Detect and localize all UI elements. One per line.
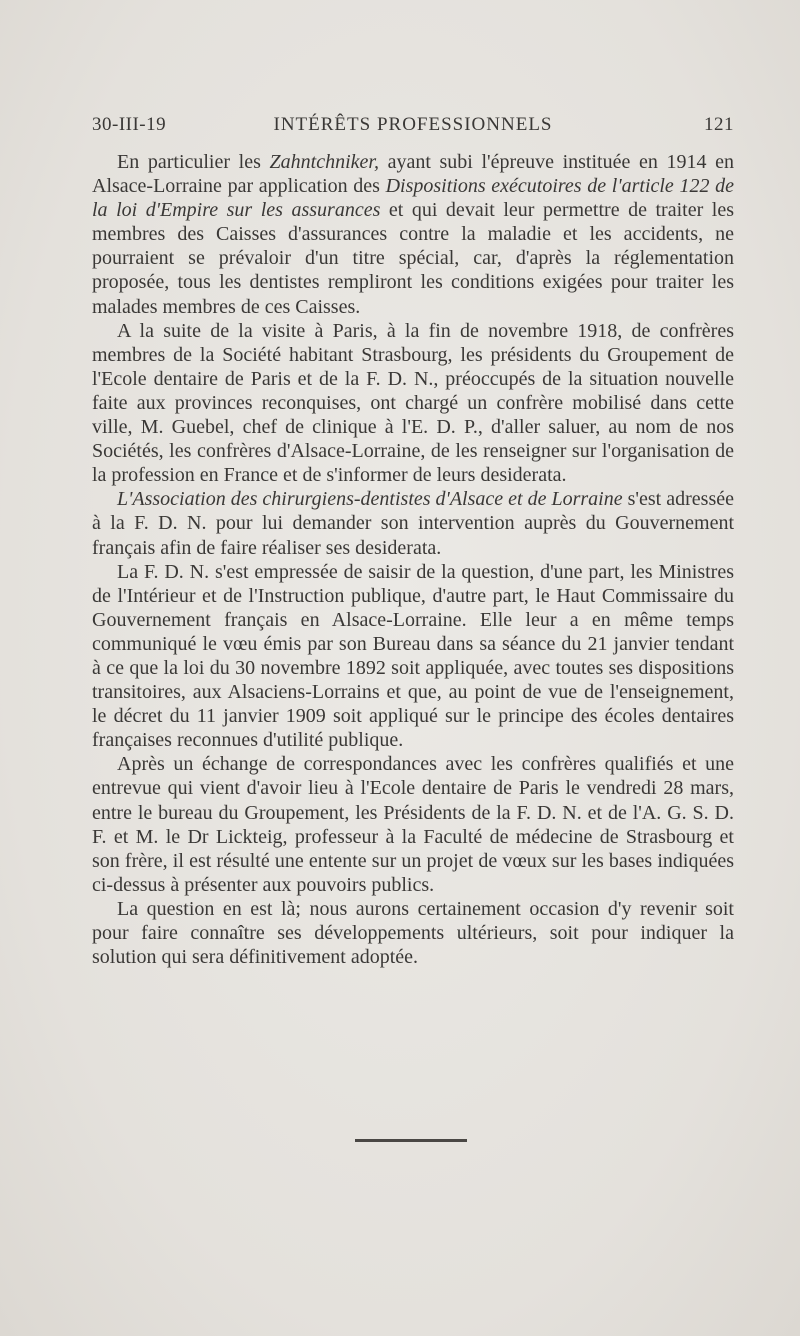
paragraph-p4 [92, 560, 734, 753]
running-header [92, 114, 734, 144]
article-body [92, 150, 734, 969]
paragraph-text: La question en est là; nous aurons certainement occasion d'y revenir soit pour faire connaître ses développements ultérieurs, soit pour indiquer la solution qui sera définitivement adoptée. [92, 897, 734, 969]
italic-text: Dispositions exécutoires de l'article 122 de la loi d'Empire sur les assurances [92, 175, 734, 222]
page-number: 121 [704, 114, 734, 135]
italic-text: Zahntchniker, [269, 151, 379, 173]
header-title: INTÉRÊTS PROFESSIONNELS [273, 114, 553, 135]
paragraph-text: En particulier les [117, 151, 270, 173]
paragraph-p2 [92, 319, 734, 488]
header-date: 30-III-19 [92, 114, 167, 135]
paragraph-text: s'est adressée à la F. D. N. pour lui demander son intervention auprès du Gouvernement français afin de faire réaliser ses desiderata. [92, 488, 734, 559]
end-rule [355, 1139, 467, 1142]
paragraph-text: ayant subi l'épreuve instituée en 1914 en Alsace-Lorraine par application des [92, 151, 734, 198]
paragraph-text: La F. D. N. s'est empressée de saisir de la question, d'une part, les Ministres de l'Intérieur et de l'Instruction publique, d'autre part, le Haut Commissaire du Gouvernement français en Alsace-Lorraine. Elle leur a en même temps communiqué le vœu émis par son Bureau dans sa séance du 21 janvier tendant à ce que la loi du 30 novembre 1892 soit appliquée, avec toutes ses dispositions transitoires, aux Alsaciens-Lorrains et que, au point de vue de l'enseignement, le décret du 11 janvier 1909 soit appliqué sur le principe des écoles dentaires françaises reconnues d'utilité publique. [92, 560, 734, 752]
paragraph-text: A la suite de la visite à Paris, à la fin de novembre 1918, de confrères membres de la Société habitant Strasbourg, les présidents du Groupement de l'Ecole dentaire de Paris et de la F. D. N., préoccupés de la situation nouvelle faite aux provinces reconquises, ont chargé un confrère mobilisé dans cette ville, M. Guebel, chef de clinique à l'E. D. P., d'aller saluer, au nom de nos Sociétés, les confrères d'Alsace-Lorraine, de les renseigner sur l'organisation de la profession en France et de s'informer de leurs desiderata. [92, 319, 734, 487]
paragraph-p6 [92, 897, 734, 969]
paragraph-text: et qui devait leur permettre de traiter les membres des Caisses d'assurances contre la maladie et les accidents, ne pourraient se prévaloir d'un titre spécial, car, d'après la réglementation proposée, tous les dentistes rempliront les conditions exigées pour traiter les malades membres de ces Caisses. [92, 199, 734, 318]
italic-text: L'Association des chirurgiens-dentistes d'Alsace et de Lorraine [117, 488, 623, 511]
paragraph-text: Après un échange de correspondances avec les confrères qualifiés et une entrevue qui vient d'avoir lieu à l'Ecole dentaire de Paris le vendredi 28 mars, entre le bureau du Groupement, les Présidents de la F. D. N. et de l'A. G. S. D. F. et M. le Dr Lickteig, professeur à la Faculté de médecine de Strasbourg et son frère, il est résulté une entente sur un projet de vœux sur les bases indiquées ci-dessus à présenter aux pouvoirs publics. [92, 753, 734, 896]
paragraph-p3 [92, 487, 734, 559]
paragraph-p1 [92, 150, 734, 319]
paragraph-p5 [92, 752, 734, 897]
